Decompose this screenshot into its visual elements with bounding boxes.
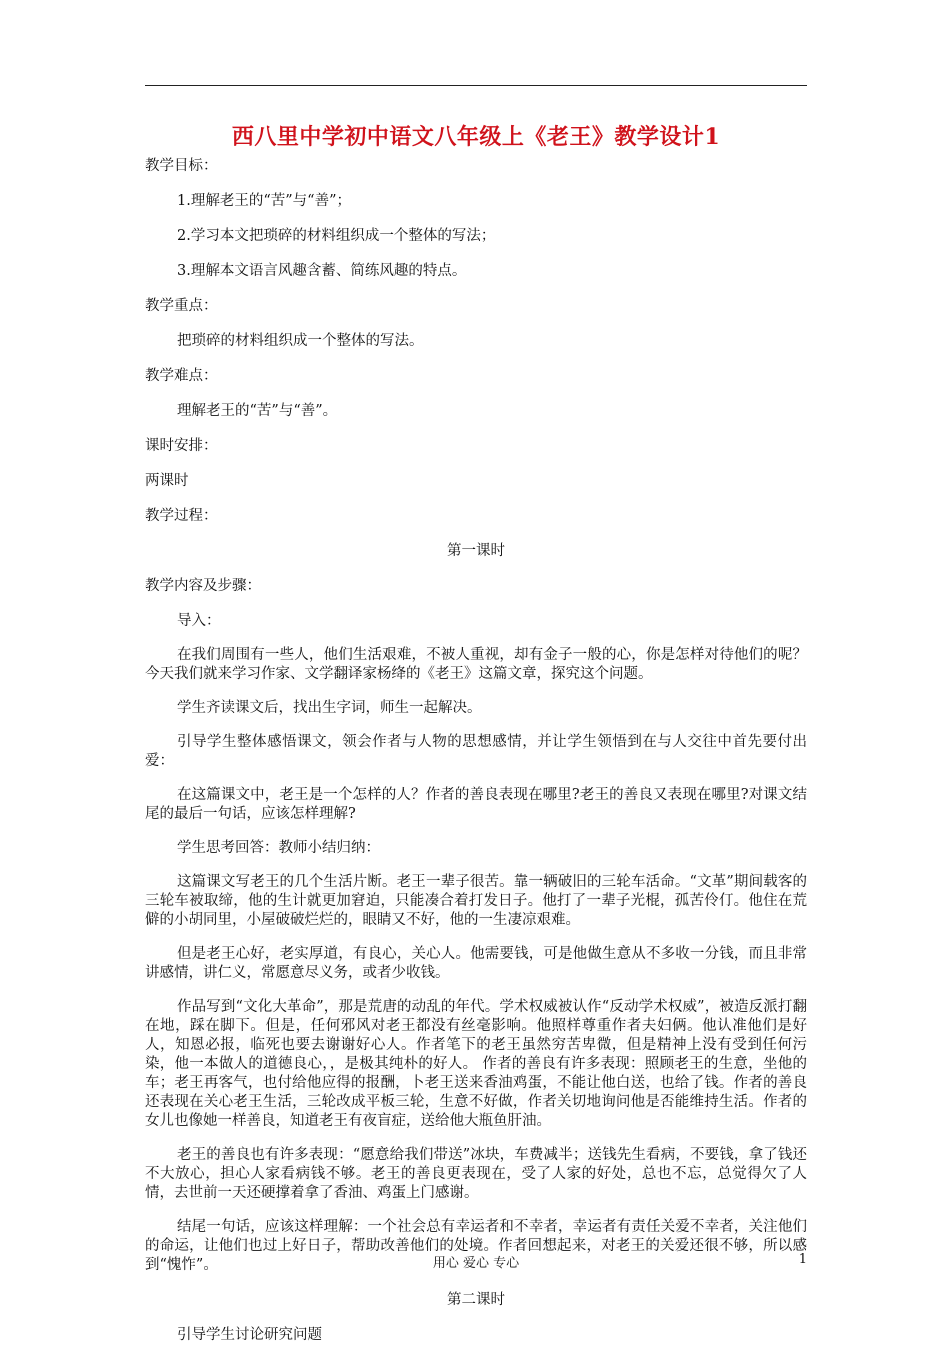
body-paragraph: 学生思考回答：教师小结归纳： — [177, 840, 380, 856]
focus-label: 教学重点： — [145, 298, 218, 314]
process-label: 教学过程： — [145, 508, 218, 524]
goal-item: 1.理解老王的“苦”与“善”； — [177, 193, 351, 209]
goal-item: 2.学习本文把琐碎的材料组织成一个整体的写法； — [177, 228, 496, 244]
page-number: 1 — [798, 1252, 807, 1267]
lesson2-text: 引导学生讨论研究问题 — [177, 1327, 322, 1343]
intro-label: 导入： — [177, 613, 221, 629]
document-title: 西八里中学初中语文八年级上《老王》教学设计1 — [231, 124, 721, 150]
body-paragraph: 学生齐读课文后，找出生字词，师生一起解决。 — [177, 700, 482, 716]
body-paragraph: 在我们周围有一些人，他们生活艰难，不被人重视，却有金子一般的心，你是怎样对待他们的呢？今天我们就来学习作家、文学翻译家杨绛的《老王》这篇文章，探究这个问题。 — [145, 647, 807, 682]
schedule-label: 课时安排： — [145, 438, 218, 454]
steps-label: 教学内容及步骤： — [145, 578, 261, 594]
header-rule — [145, 85, 807, 86]
goal-item: 3.理解本文语言风趣含蓄、简练风趣的特点。 — [177, 263, 467, 279]
body-paragraph: 结尾一句话，应该这样理解：一个社会总有幸运者和不幸者，幸运者有责任关爱不幸者，关注他们的命运，让他们也过上好日子，帮助改善他们的处境。作者回想起来，对老王的关爱还很不够，所以感到“愧怍”。 — [145, 1219, 807, 1273]
difficulty-text: 理解老王的“苦”与“善”。 — [177, 403, 338, 419]
body-paragraph: 这篇课文写老王的几个生活片断。老王一辈子很苦。靠一辆破旧的三轮车活命。“文革”期间载客的三轮车被取缔，他的生计就更加窘迫，只能凑合着打发日子。他打了一辈子光棍，孤苦伶仃。他住在荒僻的小胡同里，小屋破破烂烂的，眼睛又不好，他的一生凄凉艰难。 — [145, 874, 807, 928]
schedule-text: 两课时 — [145, 473, 189, 489]
document-body — [145, 156, 807, 1360]
lesson1-title: 第一课时 — [447, 543, 505, 559]
goals-label: 教学目标： — [145, 158, 218, 174]
body-paragraph: 老王的善良也有许多表现：“愿意给我们带送”冰块，车费减半；送钱先生看病，不要钱，拿了钱还不大放心，担心人家看病钱不够。老王的善良更表现在，受了人家的好处，总也不忘，总觉得欠了人情，去世前一天还硬撑着拿了香油、鸡蛋上门感谢。 — [145, 1147, 807, 1201]
body-paragraph: 在这篇课文中，老王是一个怎样的人？作者的善良表现在哪里?老王的善良又表现在哪里?对课文结尾的最后一句话，应该怎样理解? — [145, 787, 807, 822]
body-paragraph: 引导学生整体感悟课文，领会作者与人物的思想感情，并让学生领悟到在与人交往中首先要付出爱： — [145, 734, 807, 769]
difficulty-label: 教学难点： — [145, 368, 218, 384]
lesson2-title: 第二课时 — [447, 1292, 505, 1308]
body-paragraph: 但是老王心好，老实厚道，有良心，关心人。他需要钱，可是他做生意从不多收一分钱，而且非常讲感情，讲仁义，常愿意尽义务，或者少收钱。 — [145, 946, 807, 981]
footer-text: 用心 爱心 专心 — [432, 1256, 520, 1271]
focus-text: 把琐碎的材料组织成一个整体的写法。 — [177, 333, 424, 349]
body-paragraph: 作品写到“文化大革命”，那是荒唐的动乱的年代。学术权威被认作“反动学术权威”，被造反派打翻在地，踩在脚下。但是，任何邪风对老王都没有丝毫影响。他照样尊重作者夫妇俩。他认准他们是好人，知恩必报，临死也要去谢谢好心人。作者笔下的老王虽然穷苦卑微，但是精神上没有受到任何污染，他一本做人的道德良心，，是极其纯朴的好人。 作者的善良有许多表现：照顾老王的生意，坐他的车；老王再客气，也付给他应得的报酬，卜老王送来香油鸡蛋，不能让他白送，也给了钱。作者的善良还表现在关心老王生活，三轮改成平板三轮，生意不好做，作者关切地询问他是否能维持生活。作者的女儿也像她一样善良，知道老王有夜盲症，送给他大瓶鱼肝油。 — [145, 999, 807, 1129]
